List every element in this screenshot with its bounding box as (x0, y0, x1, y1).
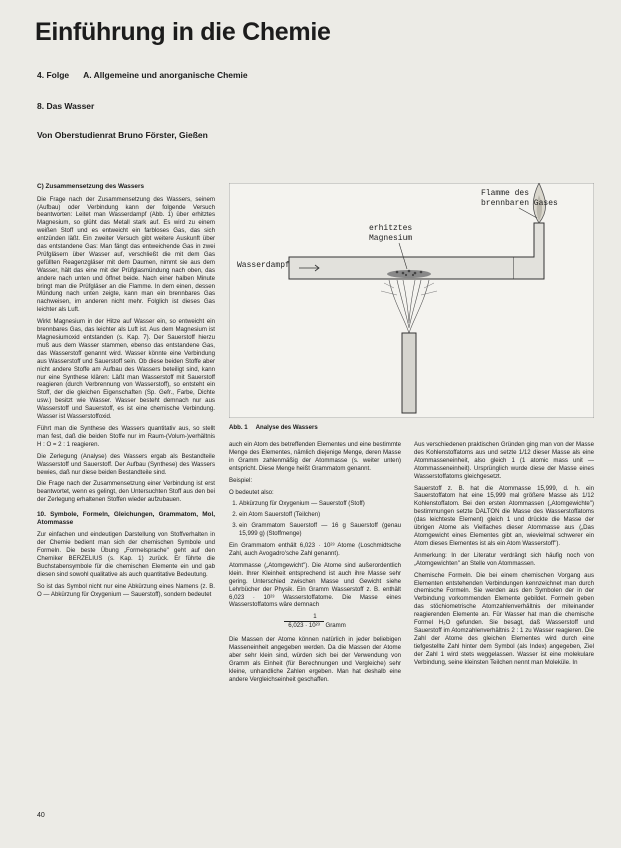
caption-number: Abb. 1 (229, 424, 248, 431)
label-magnesium-line1: erhitztes (369, 224, 413, 233)
meaning-list (229, 500, 401, 538)
bunsen-burner (402, 333, 416, 413)
paragraph: Sauerstoff z. B. hat die Atommasse 15,999, d. h. ein Sauerstoffatom hat eine 15,999 mal größere Masse als 1/12 Kohlenstoffatom. Bei den ersten Atommassen („Atomgewichte") bestimmungen setzte DALTON die Masse des Wasserstoffatoms (das leichteste Element) gleich 1 und drückte die Masse der übrigen Atome als Vielfaches dieser Atommasse aus („Das Atomgewicht eines Elementes gibt an, wievielmal schwerer ein Atom dieses Elementes ist als ein Atom Wasserstoff"). (414, 484, 594, 547)
paragraph: So ist das Symbol nicht nur eine Abkürzung eines Namens (z. B. O — Abkürzung für Oxygenium — Sauerstoff), sondern bedeutet (37, 582, 215, 598)
series-line (37, 70, 248, 80)
paragraph: Führt man die Synthese des Wassers quantitativ aus, so stellt man fest, daß die beiden Stoffe nur im Raum-(Volum-)verhältnis H : O = 2 : 1 reagieren. (37, 424, 215, 448)
series-number: 4. Folge (37, 70, 70, 80)
caption-text: Analyse des Wassers (255, 424, 318, 431)
label-magnesium-line2: Magnesium (369, 234, 413, 243)
author-line: Von Oberstudienrat Bruno Förster, Gießen (37, 130, 208, 140)
fraction-numerator: 1 (313, 613, 317, 621)
section-heading: C) Zusammensetzung des Wassers (37, 183, 145, 190)
paragraph: Ein Grammatom enthält 6,023 · 10²³ Atome (Loschmidtsche Zahl, auch Avogadro'sche Zahl genannt). (229, 542, 401, 557)
mass-fraction (229, 613, 401, 630)
paragraph: Die Frage nach der Zusammensetzung einer Verbindung ist erst beantwortet, wenn es gelingt, den Untersuchten Stoff aus den bei der Zerlegung erhaltenen Stoffen wieder aufzubauen. (37, 480, 215, 504)
list-item: 2. ein Atom Sauerstoff (Teilchen) (239, 511, 401, 519)
fraction-denominator: 6,023 · 10²³ (284, 621, 324, 630)
paragraph: Die Zerlegung (Analyse) des Wassers ergab als Bestandteile Wasserstoff und Sauerstoff. Der Aufbau (Synthese) des Wassers bewies, daß nur diese beiden Bestandteile sind. (37, 452, 215, 476)
paragraph: Atommasse („Atomgewicht"). Die Atome sind außerordentlich klein. Ihrer Kleinheit entsprechend ist auch ihre Masse sehr gering. Unterschied zwischen Masse und Gewicht siehe Lehrbücher der Physik. Ein Gramm Wasserstoff z. B. enthält 6,023 · 10²³ Wasserstoffatome. Die Masse eines Wasserstoffatoms wäre demnach (229, 561, 401, 609)
paragraph: Zur einfachen und eindeutigen Darstellung von Stoffverhalten in der Chemie bedient man sich der chemischen Symbole und Formeln. Die beste Übung „Formelsprache" geht auf den Chemiker BERZELIUS (s. Kap. 1) zurück. Er führte die Buchstabensymbole für die chemischen Elemente ein und gab diesen sind sowohl qualitative als auch quantitative Bedeutung. (37, 531, 215, 578)
figure-apparatus (229, 183, 594, 418)
paragraph: Aus verschiedenen praktischen Gründen ging man von der Masse des Kohlenstoffatoms aus und setzte 1/12 dieser Masse als eine Atommasseneinheit, also gleich 1 (1 atomic mass unit — Atommasseneinheit). Ursprünglich wurde diese der Masse eines Wasserstoffatoms gleichgesetzt. (414, 441, 594, 480)
paragraph: O bedeutet also: (229, 488, 274, 496)
paragraph: auch ein Atom des betreffenden Elementes und eine bestimmte Menge des Elementes, nämlich diejenige Menge, deren Masse in Gramm zahlenmäßig der Atommasse (s. weiter unten) entspricht. Diese Menge heißt Grammatom genannt. (229, 441, 401, 472)
apparatus-drawing (229, 183, 594, 418)
paragraph: Die Massen der Atome können natürlich in jeder beliebigen Masseneinheit angegeben werden. Da die Massen der Atome aber sehr klein sind, würden sich bei der Verwendung von Gramm als Einheit (für Berechnungen und Vergleiche) sehr kleine, unhandliche Zahlen ergeben. Man hat deshalb eine andere Vergleichseinheit geschaffen. (229, 636, 401, 683)
paragraph: Anmerkung: In der Literatur verdrängt sich häufig noch von „Atomgewichten" an Stelle von Atommassen. (414, 551, 594, 567)
paragraph: Chemische Formeln. Die bei einem chemischen Vorgang aus Elementen entstehenden Verbindungen kennzeichnet man durch chemische Formeln. Sie werden aus den Symbolen der in der Verbindung vorkommenden Elemente gebildet. Formeln geben das stöchiometrische Atomzahlenverhältnis der miteinander reagierenden Elemente an. Für Wasser hat man die chemische Formel H₂O gefunden. Sie besagt, daß Wasserstoff und Sauerstoff im Atomzahlenverhältnis 2 : 1 zu Wasser reagieren. Die Zahl der Atome des gleichen Elementes wird durch eine tiefgestellte Zahl hinter dem Symbol (als Index) angegeben, Ziel der Zahl 1 wird stets weggelassen. Wasser ist eine molekulare Verbindung, seine kleinsten Teilchen nennt man Moleküle. In (414, 571, 594, 666)
section-title: 8. Das Wasser (37, 101, 95, 111)
label-flame-line2: brennbaren Gases (481, 199, 558, 208)
label-steam: Wasserdampf (237, 261, 290, 270)
text-column-middle (229, 441, 401, 688)
section-heading: 10. Symbole, Formeln, Gleichungen, Grammatom, Mol, Atommasse (37, 511, 215, 526)
page-title: Einführung in die Chemie (35, 18, 331, 46)
paragraph: Die Frage nach der Zusammensetzung des Wassers, seinem (Aufbau) oder Verbindung kann der folgende Versuch beantworten: Leitet man Wasserdampf (Abb. 1) über erhitztes Magnesium, so glüht das Metall stark auf. Es wird zu einem weißen Stoff und es entweicht ein farbloses Gas, das sich entzünden läßt. Ein zweiter Versuch gibt weitere Auskunft über das entstandene Gas: Man fängt das entweichende Gas in zwei Prüfgläsern über Wasser auf, verschließt die mit dem Gas gefüllten Reagenzgläser mit dem Daumen, nimmt sie aus dem Wasser, hält das eine mit der Prüfglasmündung nach oben, das andere nach unten und öffnet beide. Nach einer halben Minute bringt man die Prüfgläser an die Flamme. In dem einen, dessen Mündung nach unten zeigte, kann man ein brennbares Gas nachweisen, im anderen nicht mehr. Folglich ist dieses Gas leichter als Luft. (37, 195, 215, 314)
paragraph: Beispiel: (229, 476, 253, 484)
page-number: 40 (37, 812, 45, 819)
list-item: 1. Abkürzung für Oxygenium — Sauerstoff (Stoff) (239, 500, 401, 508)
figure-caption (229, 424, 318, 431)
text-column-right (414, 441, 594, 670)
fraction-unit: Gramm (325, 622, 346, 630)
list-item: 3. ein Grammatom Sauerstoff — 16 g Sauerstoff (genau 15,999 g) (Stoffmenge) (239, 522, 401, 538)
paragraph: Wirkt Magnesium in der Hitze auf Wasser ein, so entweicht ein brennbares Gas, das leichter als Luft ist. Aus dem Magnesium ist Magnesiumoxid entstanden (s. Kap. 7). Der Sauerstoff hierzu muß aus dem Wasser stammen, ebenso das entstandene Gas, das Wasserstoff genannt wird. Wasser könnte eine Verbindung aus Wasserstoff und Sauerstoff sein. Ob diese beiden Stoffe aber nicht andere Stoffe am Aufbau des Wassers beteiligt sind, kann nur eine Synthese klären: Läßt man Wasserstoff mit Sauerstoff reagieren (durch Verbrennung von Wasserstoff), so entsteht ein Stoff, der die gleichen Eigenschaften (Sp. Gefr., Farbe, Dichte usw.) besitzt wie Wasser. Wasser besteht demnach nur aus Wasserstoff und Sauerstoff, es ist eine chemische Verbindung. Wasser ist Wasserstoffoxid. (37, 318, 215, 421)
series-title: A. Allgemeine und anorganische Chemie (83, 70, 248, 80)
label-flame-line1: Flamme des (481, 189, 530, 198)
text-column-left (37, 183, 215, 603)
